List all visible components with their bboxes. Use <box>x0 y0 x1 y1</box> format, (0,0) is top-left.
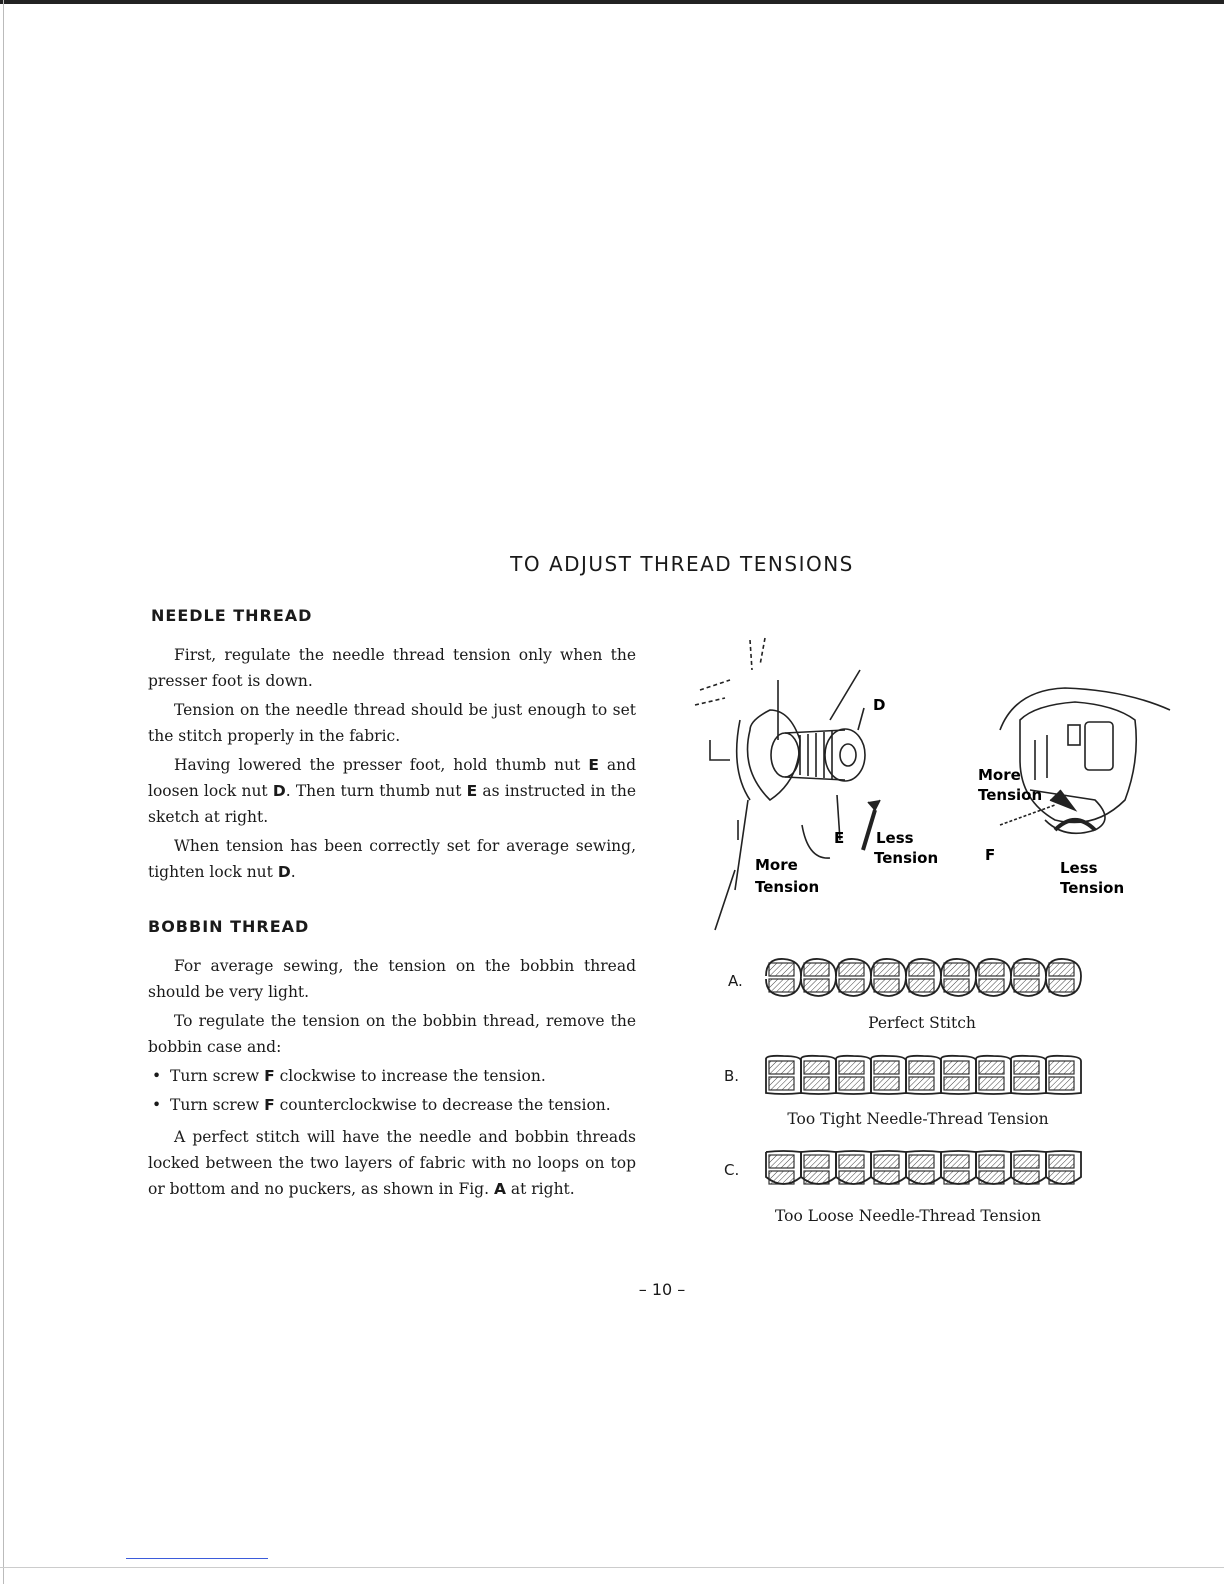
bobbin-label-more: More <box>978 766 1021 784</box>
fabric-segment <box>1049 1061 1074 1074</box>
needle-para-4: When tension has been correctly set for average sewing, tighten lock nut D. <box>148 837 636 881</box>
bobbin-label-less: Less <box>1060 859 1098 877</box>
needle-tension-illustration <box>690 630 960 930</box>
needle-para-2: Tension on the needle thread should be just enough to set the stitch properly in the fabric. <box>148 701 636 745</box>
fabric-segment <box>804 1077 829 1090</box>
fabric-segment <box>874 1077 899 1090</box>
bobbin-thread-heading: BOBBIN THREAD <box>148 917 310 936</box>
bobbin-thread-text <box>148 953 636 1205</box>
stitch-b-diagram <box>762 1053 1082 1098</box>
stitch-c-caption: Too Loose Needle-Thread Tension <box>775 1207 1041 1225</box>
fabric-segment <box>944 979 969 992</box>
fabric-segment <box>874 979 899 992</box>
fabric-segment <box>1049 1155 1074 1168</box>
fabric-segment <box>979 1077 1004 1090</box>
bobbin-step-1: • Turn screw F clockwise to increase the tension. <box>148 1063 636 1089</box>
bobbin-label-f: F <box>985 846 996 864</box>
bobbin-steps <box>148 1063 636 1118</box>
fabric-segment <box>839 1155 864 1168</box>
fabric-segment <box>909 1061 934 1074</box>
footer-link-underline <box>126 1558 268 1559</box>
fabric-segment <box>909 963 934 976</box>
fabric-segment <box>1049 1077 1074 1090</box>
fabric-segment <box>979 1155 1004 1168</box>
fabric-segment <box>1014 1077 1039 1090</box>
stitch-a-caption: Perfect Stitch <box>868 1014 976 1032</box>
stitch-c-diagram <box>762 1147 1082 1192</box>
bobbin-para-1: For average sewing, the tension on the bobbin thread should be very light. <box>148 957 636 1001</box>
bobbin-para-3: A perfect stitch will have the needle and bobbin threads locked between the two layers of fabric with no loops on top or bottom and no puckers, as shown in Fig. A at right. <box>148 1128 636 1198</box>
fabric-segment <box>1049 963 1074 976</box>
fabric-segment <box>909 1077 934 1090</box>
page-title: TO ADJUST THREAD TENSIONS <box>510 552 854 576</box>
left-border <box>3 0 4 1584</box>
fabric-segment <box>1014 963 1039 976</box>
bobbin-step-2: • Turn screw F counterclockwise to decrease the tension. <box>148 1092 636 1118</box>
fabric-segment <box>804 979 829 992</box>
fabric-segment <box>979 979 1004 992</box>
label-d: D <box>873 696 886 714</box>
fabric-segment <box>944 1155 969 1168</box>
label-more-tension: Tension <box>755 878 820 896</box>
stitch-a-letter: A. <box>728 972 743 990</box>
page-number: – 10 – <box>638 1280 686 1299</box>
fabric-segment <box>769 1061 794 1074</box>
fabric-segment <box>769 963 794 976</box>
bobbin-label-more-tension: Tension <box>978 786 1043 804</box>
fabric-segment <box>944 1061 969 1074</box>
top-border <box>0 0 1224 4</box>
fabric-segment <box>909 1155 934 1168</box>
fabric-segment <box>909 979 934 992</box>
fabric-segment <box>839 979 864 992</box>
fabric-segment <box>1014 1155 1039 1168</box>
fabric-segment <box>839 1077 864 1090</box>
fabric-segment <box>769 1077 794 1090</box>
bottom-border <box>0 1567 1224 1568</box>
fabric-segment <box>979 1061 1004 1074</box>
needle-para-3: Having lowered the presser foot, hold thumb nut E and loosen lock nut D. Then turn thumb nut E as instructed in the sketch at right. <box>148 756 636 826</box>
label-e: E <box>834 829 845 847</box>
fabric-segment <box>874 1155 899 1168</box>
fabric-segment <box>804 963 829 976</box>
bobbin-para-2: To regulate the tension on the bobbin thread, remove the bobbin case and: <box>148 1012 636 1056</box>
fabric-segment <box>769 979 794 992</box>
label-more: More <box>755 856 798 874</box>
fabric-segment <box>804 1155 829 1168</box>
stitch-b-caption: Too Tight Needle-Thread Tension <box>787 1110 1049 1128</box>
label-less: Less <box>876 829 914 847</box>
stitch-c-letter: C. <box>724 1161 740 1179</box>
fabric-segment <box>839 963 864 976</box>
fabric-segment <box>979 963 1004 976</box>
fabric-segment <box>1014 979 1039 992</box>
needle-thread-heading: NEEDLE THREAD <box>151 606 313 625</box>
fabric-segment <box>944 1077 969 1090</box>
fabric-segment <box>1014 1061 1039 1074</box>
fabric-segment <box>804 1061 829 1074</box>
fabric-segment <box>874 963 899 976</box>
fabric-segment <box>1049 979 1074 992</box>
fabric-segment <box>769 1155 794 1168</box>
stitch-b-letter: B. <box>724 1067 740 1085</box>
bobbin-label-less-tension: Tension <box>1060 879 1125 897</box>
needle-thread-text <box>148 642 636 888</box>
needle-para-1: First, regulate the needle thread tension only when the presser foot is down. <box>148 646 636 690</box>
label-less-tension: Tension <box>874 849 939 867</box>
bobbin-case-illustration <box>975 680 1175 910</box>
fabric-segment <box>944 963 969 976</box>
fabric-segment <box>839 1061 864 1074</box>
stitch-a-diagram <box>762 955 1082 1000</box>
fabric-segment <box>874 1061 899 1074</box>
